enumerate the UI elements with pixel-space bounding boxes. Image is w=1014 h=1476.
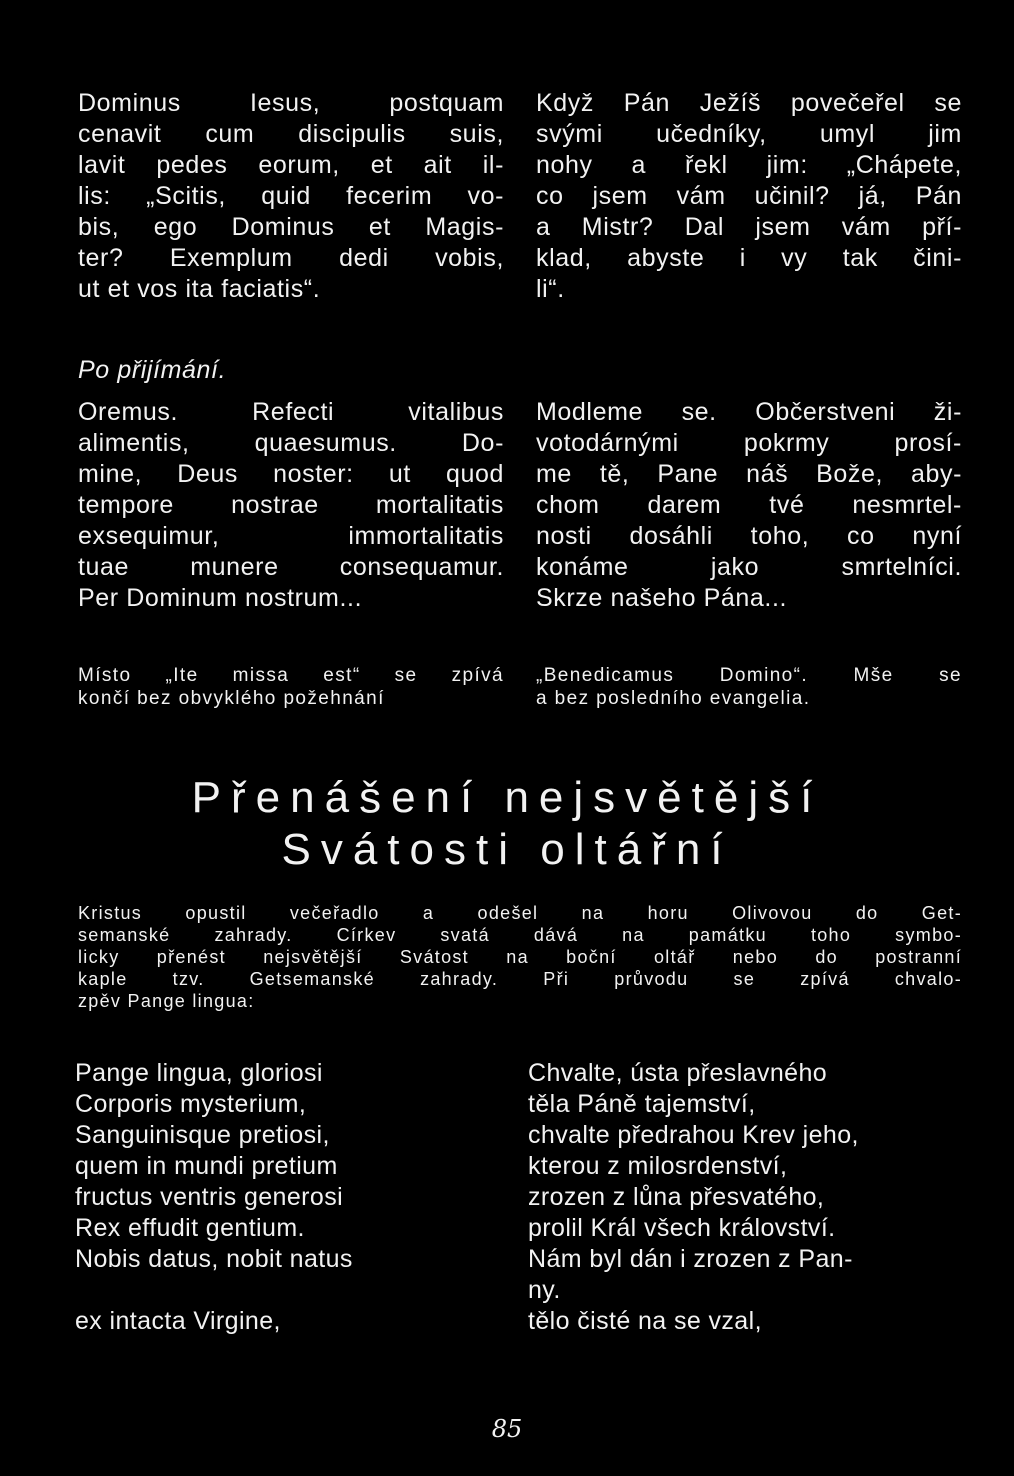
verse-line: Rex effudit gentium. [75,1214,305,1242]
text-line: me tě, Pane náš Bože, aby- [536,460,962,488]
intro-line: Kristus opustil večeřadlo a odešel na horu Olivovou do Get- [78,903,962,923]
hymn-latin [75,1058,505,1337]
text-line: Per Dominum nostrum... [78,584,363,612]
communion-czech [536,88,962,305]
text-line: exsequimur, immortalitatis [78,522,504,550]
verse-line [75,1275,505,1306]
rubric-right [536,664,962,710]
verse-line: ny. [528,1276,561,1304]
rubric-left [78,664,504,710]
text-line: Modleme se. Občerstveni ži- [536,398,962,426]
intro-rubric [78,902,962,1012]
intro-line: zpěv Pange lingua: [78,991,255,1011]
hymn-czech [528,1058,968,1337]
text-line: ut et vos ita faciatis“. [78,275,321,303]
verse-line: Nám byl dán i zrozen z Pan- [528,1245,853,1273]
text-line: co jsem vám učinil? já, Pán [536,182,962,210]
text-line: lavit pedes eorum, et ait il- [78,151,504,179]
verse-line: kterou z milosrdenství, [528,1152,788,1180]
text-line: Oremus. Refecti vitalibus [78,398,504,426]
intro-line: licky přenést nejsvětější Svátost na boční oltář nebo do postranní [78,947,962,967]
text-line: ter? Exemplum dedi vobis, [78,244,504,272]
text-line: li“. [536,275,565,303]
communion-latin [78,88,504,305]
page-number: 85 [491,1415,523,1443]
text-line: nohy a řekl jim: „Chápete, [536,151,962,179]
postcommunion-latin [78,397,504,614]
rubric-line: Místo „Ite missa est“ se zpívá [78,665,504,686]
rubric-line: a bez posledního evangelia. [536,688,811,709]
verse-line: Pange lingua, gloriosi [75,1059,323,1087]
intro-line: kaple tzv. Getsemanské zahrady. Při průvodu se zpívá chvalo- [78,969,962,989]
intro-line: semanské zahrady. Církev svatá dává na památku toho symbo- [78,925,962,945]
verse-line: chvalte předrahou Krev jeho, [528,1121,859,1149]
verse-line: Sanguinisque pretiosi, [75,1121,330,1149]
text-line: cenavit cum discipulis suis, [78,120,504,148]
text-line: klad, abyste i vy tak čini- [536,244,962,272]
text-line: a Mistr? Dal jsem vám pří- [536,213,962,241]
rubric-line: končí bez obvyklého požehnání [78,688,385,709]
verse-line: ex intacta Virgine, [75,1307,281,1335]
verse-line: těla Páně tajemství, [528,1090,756,1118]
verse-line: Corporis mysterium, [75,1090,307,1118]
text-line: svými učedníky, umyl jim [536,120,962,148]
text-line: lis: „Scitis, quid fecerim vo- [78,182,504,210]
text-line: konáme jako smrtelníci. [536,553,962,581]
verse-line: Chvalte, ústa přeslavného [528,1059,828,1087]
postcommunion-heading [78,355,504,386]
verse-line: prolil Král všech království. [528,1214,836,1242]
heading-text: Po přijímání. [78,356,227,384]
text-line: tempore nostrae mortalitatis [78,491,504,519]
text-line: Skrze našeho Pána... [536,584,788,612]
verse-line: zrozen z lůna přesvatého, [528,1183,825,1211]
text-line: Dominus Iesus, postquam [78,89,504,117]
text-line: Když Pán Ježíš povečeřel se [536,89,962,117]
verse-line: tělo čisté na se vzal, [528,1307,762,1335]
text-line: tuae munere consequamur. [78,553,504,581]
text-line: alimentis, quaesumus. Do- [78,429,504,457]
text-line: bis, ego Dominus et Magis- [78,213,504,241]
section-title-line: Přenášení nejsvětější [191,773,823,822]
text-line: chom darem tvé nesmrtel- [536,491,962,519]
verse-line: Nobis datus, nobit natus [75,1245,353,1273]
section-title [0,772,1014,876]
rubric-line: „Benedicamus Domino“. Mše se [536,665,962,686]
verse-line: quem in mundi pretium [75,1152,338,1180]
text-line: votodárnými pokrmy prosí- [536,429,962,457]
text-line: nosti dosáhli toho, co nyní [536,522,962,550]
text-line: mine, Deus noster: ut quod [78,460,504,488]
section-title-line: Svátosti oltářní [281,825,733,874]
verse-line: fructus ventris generosi [75,1183,344,1211]
postcommunion-czech [536,397,962,614]
